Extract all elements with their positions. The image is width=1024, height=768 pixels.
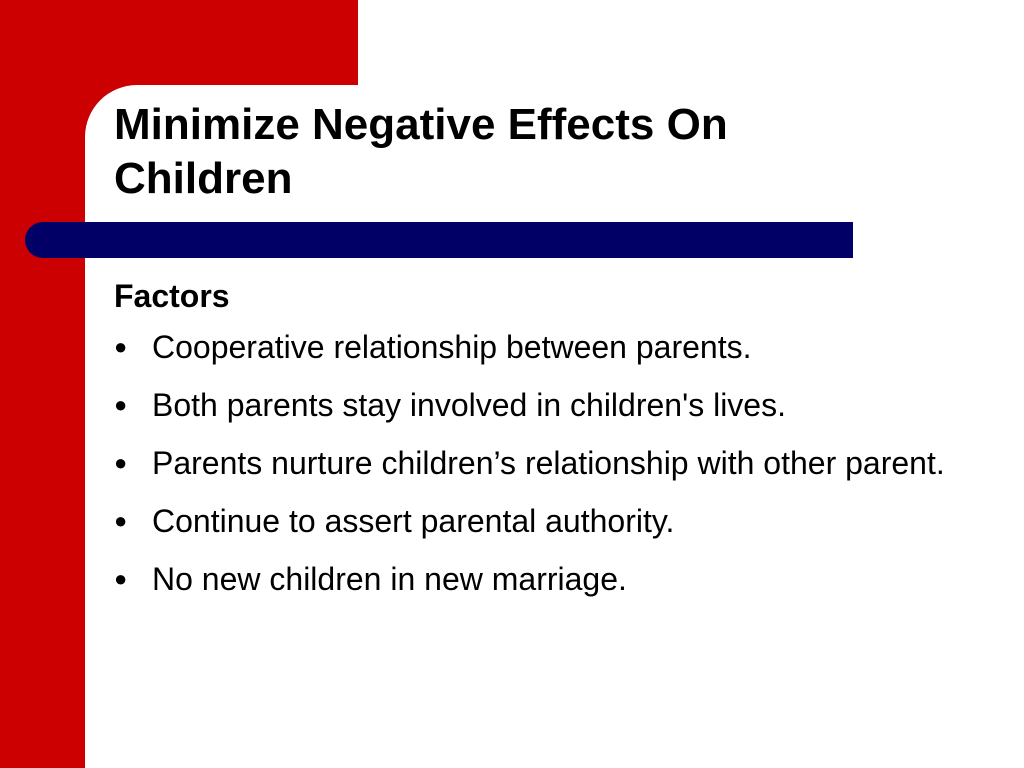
list-item (114, 382, 974, 430)
bullet-icon: ● (114, 566, 128, 591)
bullet-icon: ● (114, 392, 128, 417)
bullet-text: Both parents stay involved in children's lives. (152, 387, 786, 423)
list-item (114, 324, 974, 372)
slide-body (114, 274, 974, 614)
section-heading: Factors (114, 278, 230, 314)
bullet-icon: ● (114, 508, 128, 533)
slide-title: Minimize Negative Effects On Children (114, 100, 728, 203)
bullet-icon: ● (114, 450, 128, 475)
title-underline-bar (25, 222, 853, 258)
bullet-text: Continue to assert parental authority. (152, 503, 675, 539)
bullet-icon: ● (114, 334, 128, 359)
bullet-text: Cooperative relationship between parents. (152, 329, 752, 365)
bullet-list (114, 324, 974, 604)
list-item (114, 498, 974, 546)
top-white-area (358, 0, 1024, 90)
bullet-text: Parents nurture children’s relationship with other parent. (152, 445, 945, 481)
bullet-text: No new children in new marriage. (152, 561, 627, 597)
list-item (114, 440, 974, 488)
list-item (114, 556, 974, 604)
